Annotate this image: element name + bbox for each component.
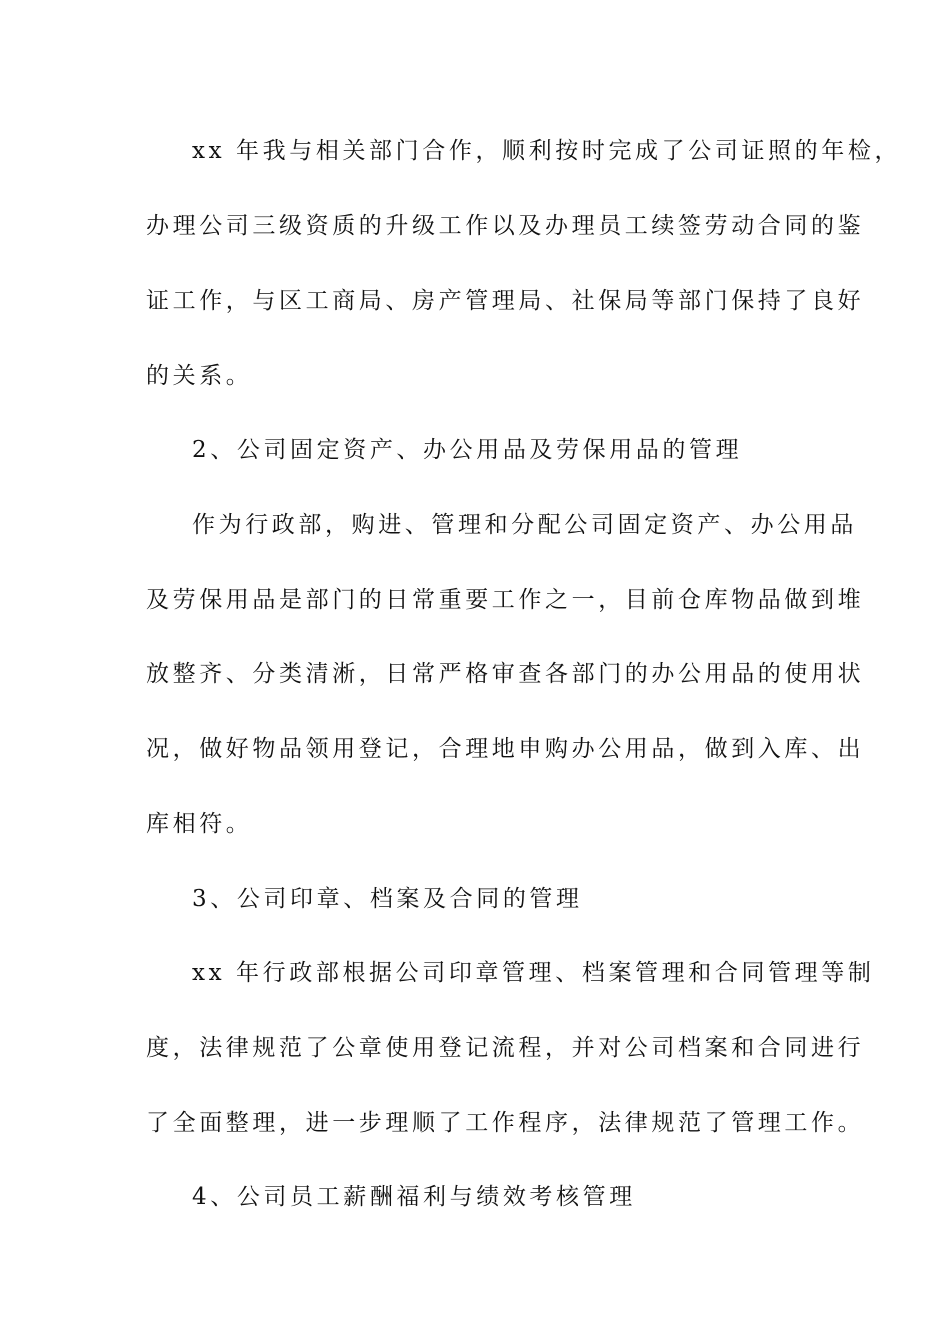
paragraph-line: 了全面整理，进一步理顺了工作程序，法律规范了管理工作。 [146,1110,865,1136]
section-heading: 3、公司印章、档案及合同的管理 [192,886,583,912]
paragraph-line: 办理公司三级资质的升级工作以及办理员工续签劳动合同的鉴 [146,213,865,239]
section-heading: 4、公司员工薪酬福利与绩效考核管理 [192,1184,636,1210]
paragraph-line: 证工作，与区工商局、房产管理局、社保局等部门保持了良好 [146,288,865,314]
paragraph-line: 作为行政部，购进、管理和分配公司固定资产、办公用品 [192,512,857,538]
paragraph-line: 库相符。 [146,811,253,837]
paragraph-line: 的关系。 [146,363,253,389]
paragraph-line: 放整齐、分类清淅，日常严格审查各部门的办公用品的使用状 [146,661,865,687]
paragraph-line: xx 年我与相关部门合作，顺利按时完成了公司证照的年检， [192,138,902,164]
section-heading: 2、公司固定资产、办公用品及劳保用品的管理 [192,437,743,463]
paragraph-line: 况，做好物品领用登记，合理地申购办公用品，做到入库、出 [146,736,865,762]
paragraph-line: xx 年行政部根据公司印章管理、档案管理和合同管理等制 [192,960,875,986]
paragraph-line: 度，法律规范了公章使用登记流程，并对公司档案和合同进行 [146,1035,865,1061]
paragraph-line: 及劳保用品是部门的日常重要工作之一，目前仓库物品做到堆 [146,587,865,613]
